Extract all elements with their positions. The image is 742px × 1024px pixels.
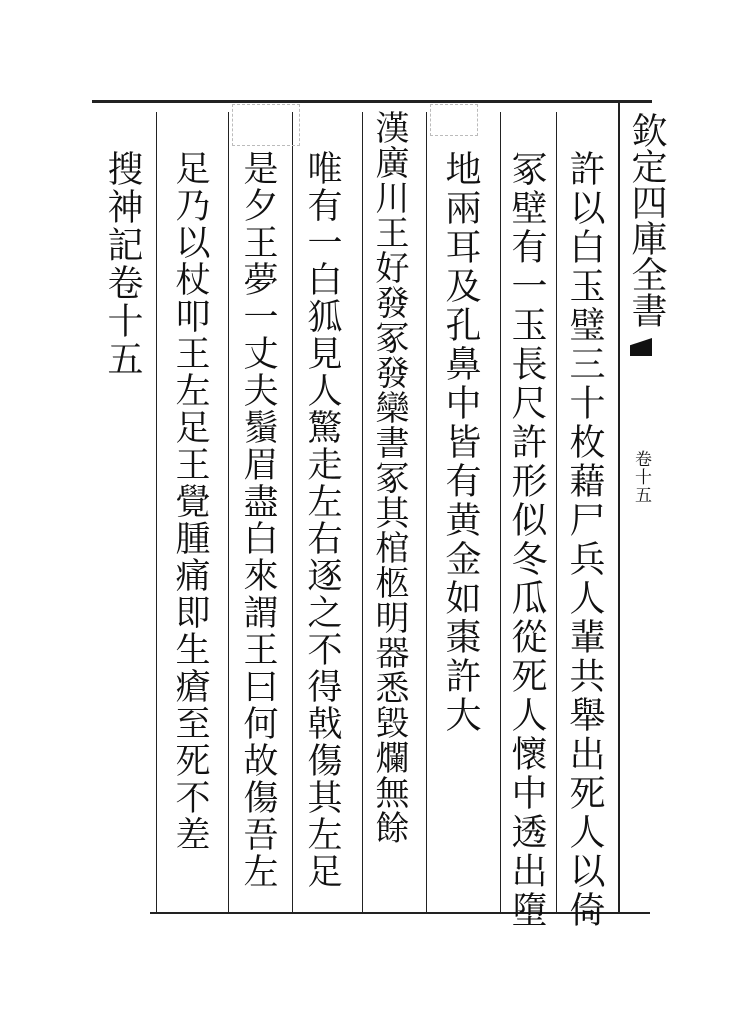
scan-smudge <box>232 104 300 146</box>
fish-tail-mark <box>630 338 652 356</box>
column-divider <box>426 112 427 912</box>
column-divider <box>362 112 363 912</box>
text-column-6: 是夕王夢一丈夫鬚眉盡白來謂王曰何故傷吾左 <box>238 150 278 890</box>
right-border-rule <box>618 100 620 914</box>
margin-book-title: 欽定四庫全書 <box>626 112 667 328</box>
margin-volume-label: 卷十五 <box>631 450 651 504</box>
text-column-3: 地兩耳及孔鼻中皆有黄金如棗許大 <box>440 150 481 735</box>
text-column-1: 許以白玉璧三十枚藉尸兵人輩共舉出死人以倚 <box>564 150 605 930</box>
colophon-volume-end: 搜神記卷十五 <box>102 150 143 378</box>
text-column-7: 足乃以杖叩王左足王覺腫痛即生瘡至死不差 <box>170 150 210 853</box>
scan-smudge <box>430 104 478 136</box>
column-divider <box>228 112 229 912</box>
top-border-rule <box>92 100 652 103</box>
column-divider <box>156 112 157 912</box>
column-divider <box>556 112 557 912</box>
text-column-4: 漢廣川王好發冢發欒書冢其棺柩明器悉毀爛無餘 <box>369 110 409 845</box>
column-divider <box>292 112 293 912</box>
column-divider <box>500 112 501 912</box>
text-column-5: 唯有一白狐見人驚走左右逐之不得戟傷其左足 <box>302 150 342 890</box>
text-column-2: 冢壁有一玉長尺許形似冬瓜從死人懷中透出墮 <box>506 150 547 930</box>
